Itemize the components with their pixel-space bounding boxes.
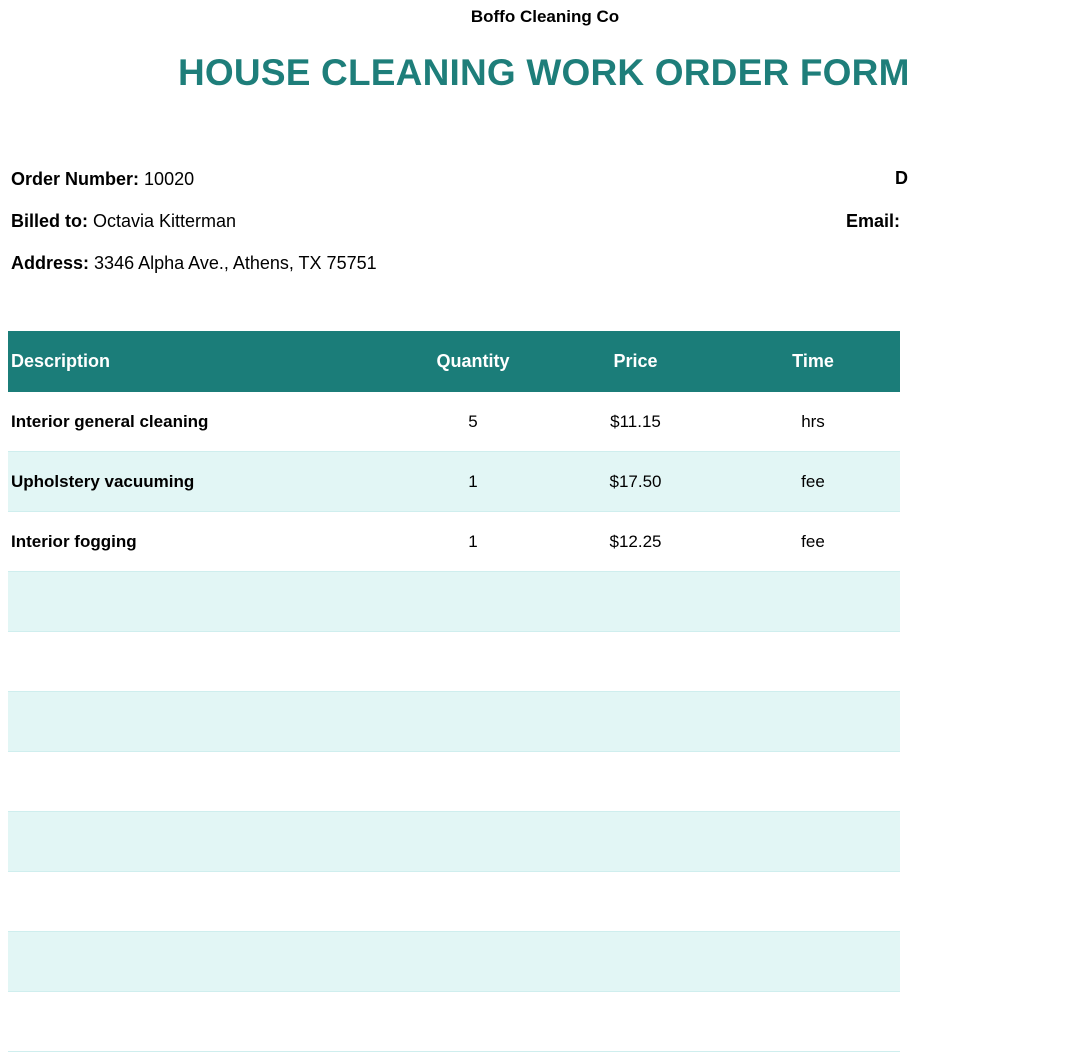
table-body — [8, 392, 900, 1052]
table-row — [8, 392, 900, 452]
cell-description: Upholstery vacuuming — [11, 471, 195, 491]
header-time: Time — [792, 351, 834, 371]
table-row — [8, 752, 900, 812]
order-number-value: 10020 — [144, 169, 195, 189]
table-row — [8, 632, 900, 692]
table-row — [8, 512, 900, 572]
header-description: Description — [11, 351, 111, 371]
table-row — [8, 692, 900, 752]
cell-quantity: 1 — [468, 531, 478, 551]
cell-description: Interior fogging — [11, 531, 137, 551]
table-row — [8, 932, 900, 992]
cell-price: $11.15 — [610, 411, 661, 431]
cell-quantity: 1 — [468, 471, 478, 491]
email-label: Email: — [845, 211, 900, 231]
page-title: HOUSE CLEANING WORK ORDER FORM — [178, 52, 910, 93]
work-order-table — [8, 331, 900, 1052]
address-value: 3346 Alpha Ave., Athens, TX 75751 — [94, 253, 377, 273]
order-number-row — [11, 169, 194, 190]
cell-time: hrs — [801, 411, 825, 431]
table-row — [8, 812, 900, 872]
billed-to-label: Billed to: — [11, 211, 88, 231]
table-header — [8, 331, 900, 392]
cell-description: Interior general cleaning — [11, 411, 209, 431]
cell-time: fee — [801, 531, 825, 551]
header-price: Price — [613, 351, 658, 371]
company-name: Boffo Cleaning Co — [470, 7, 620, 26]
order-number-label: Order Number: — [11, 169, 140, 189]
billed-to-value: Octavia Kitterman — [93, 211, 237, 231]
table-row — [8, 452, 900, 512]
cell-price: $17.50 — [609, 471, 662, 491]
address-row — [11, 253, 377, 274]
header-quantity: Quantity — [436, 351, 510, 371]
cell-quantity: 5 — [468, 411, 478, 431]
table-row — [8, 572, 900, 632]
billed-to-row — [11, 211, 236, 232]
table-row — [8, 872, 900, 932]
address-label: Address: — [11, 253, 90, 273]
table-row — [8, 992, 900, 1052]
date-label-clipped: D — [895, 168, 908, 188]
cell-price: $12.25 — [609, 531, 662, 551]
cell-time: fee — [801, 471, 825, 491]
